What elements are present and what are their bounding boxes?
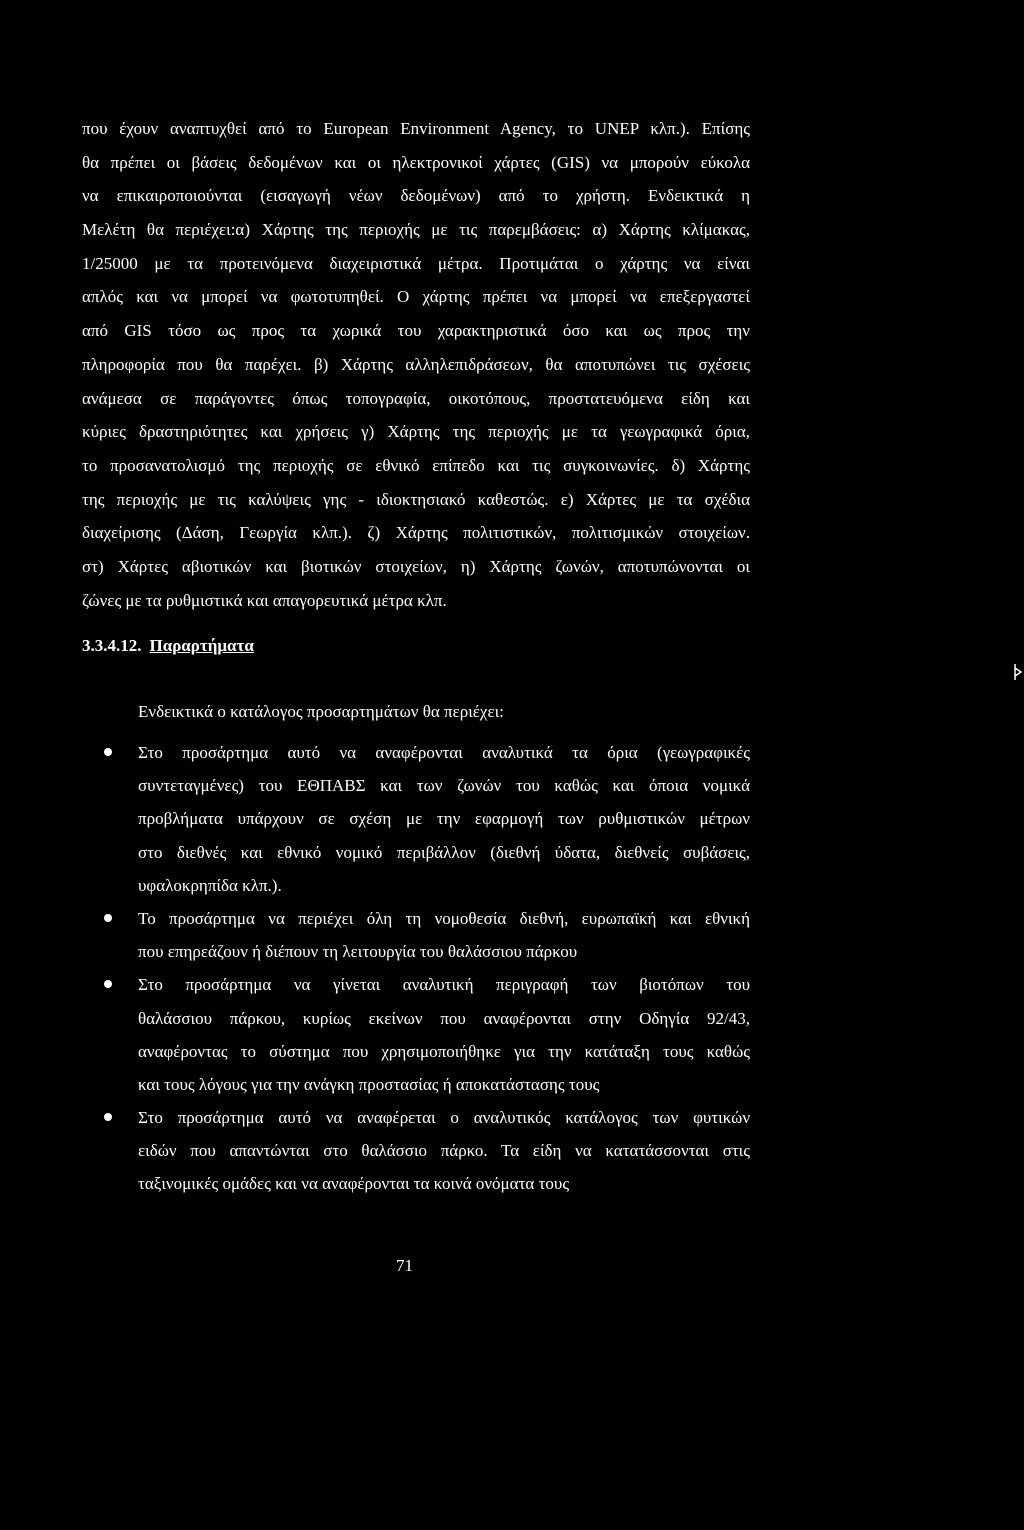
list-item-line: ταξινομικές ομάδες και να αναφέρονται τα κοινά ονόματα τους xyxy=(138,1174,570,1194)
paragraph-line: Μελέτη θα περιέχει:α) Χάρτης της περιοχής με τις παρεμβάσεις: α) Χάρτης κλίμακας, xyxy=(82,220,750,240)
list-item-line: αναφέροντας το σύστημα που χρησιμοποιήθηκε για την κατάταξη τους καθώς xyxy=(138,1041,750,1061)
bullet-list xyxy=(104,736,750,1201)
list-item xyxy=(104,968,750,1101)
bullet-icon xyxy=(104,980,112,988)
paragraph-line: ζώνες με τα ρυθμιστικά και απαγορευτικά μέτρα κλπ. xyxy=(82,590,447,610)
list-item xyxy=(104,1101,750,1201)
body-paragraph xyxy=(82,112,750,617)
bullet-icon xyxy=(104,1113,112,1121)
paragraph-line: στ) Χάρτες αβιοτικών και βιοτικών στοιχείων, η) Χάρτης ζωνών, αποτυπώνονται οι xyxy=(82,556,750,576)
list-item xyxy=(104,902,750,968)
paragraph-line: πληροφορία που θα παρέχει. β) Χάρτης αλληλεπιδράσεων, θα αποτυπώνει τις σχέσεις xyxy=(82,354,750,374)
bullet-icon xyxy=(104,914,112,922)
list-item-line: προβλήματα υπάρχουν σε σχέση με την εφαρμογή των ρυθμιστικών μέτρων xyxy=(138,809,750,829)
paragraph-line: ανάμεσα σε παράγοντες όπως τοπογραφία, οικοτόπους, προστατευόμενα είδη και xyxy=(82,388,750,408)
paragraph-line: που έχουν αναπτυχθεί από το European Environment Agency, το UNEP κλπ.). Επίσης xyxy=(82,119,750,138)
paragraph-line: να επικαιροποιούνται (εισαγωγή νέων δεδομένων) από το χρήστη. Ενδεικτικά η xyxy=(82,186,750,206)
section-heading xyxy=(82,636,254,656)
bullet-icon xyxy=(104,748,112,756)
paragraph-line: θα πρέπει οι βάσεις δεδομένων και οι ηλεκτρονικοί χάρτες (GIS) να μπορούν εύκολα xyxy=(82,152,750,172)
list-item-line: συντεταγμένες) του ΕΘΠΑΒΣ και των ζωνών του καθώς και όποια νομικά xyxy=(138,776,750,796)
paragraph-line: το προσανατολισμό της περιοχής σε εθνικό επίπεδο και τις συγκοινωνίες. δ) Χάρτης xyxy=(82,455,750,475)
list-item-line: ειδών που απαντώνται στο θαλάσσιο πάρκο. Τα είδη να κατατάσσονται στις xyxy=(138,1141,750,1161)
scan-mark-icon xyxy=(1012,662,1024,682)
paragraph-line: 1/25000 με τα προτεινόμενα διαχειριστικά μέτρα. Προτιμάται ο χάρτης να είναι xyxy=(82,253,750,273)
paragraph-line: απλός και να μπορεί να φωτοτυπηθεί. Ο χάρτης πρέπει να μπορεί να επεξεργαστεί xyxy=(82,287,750,307)
section-title: Παραρτήματα xyxy=(149,636,254,655)
list-item-line: Το προσάρτημα να περιέχει όλη τη νομοθεσία διεθνή, ευρωπαϊκή και εθνική xyxy=(138,908,750,928)
paragraph-line: της περιοχής με τις καλύψεις γης - ιδιοκτησιακό καθεστώς. ε) Χάρτες με τα σχέδια xyxy=(82,489,750,509)
list-item-line: υφαλοκρηπίδα κλπ.). xyxy=(138,875,282,895)
list-item-line: που επηρεάζουν ή διέπουν τη λειτουργία του θαλάσσιου πάρκου xyxy=(138,942,578,962)
list-item-line: και τους λόγους για την ανάγκη προστασίας ή αποκατάστασης τους xyxy=(138,1074,600,1094)
list-item-line: στο διεθνές και εθνικό νομικό περιβάλλον (διεθνή ύδατα, διεθνείς συβάσεις, xyxy=(138,842,750,862)
paragraph-line: από GIS τόσο ως προς τα χωρικά του χαρακτηριστικά όσο και ως προς την xyxy=(82,321,750,341)
intro-text: Ενδεικτικά ο κατάλογος προσαρτημάτων θα περιέχει: xyxy=(138,702,504,721)
section-number: 3.3.4.12. xyxy=(82,636,142,655)
list-item-line: Στο προσάρτημα να γίνεται αναλυτική περιγραφή των βιοτόπων του xyxy=(138,975,750,995)
paragraph-line: διαχείρισης (Δάση, Γεωργία κλπ.). ζ) Χάρτης πολιτιστικών, πολιτισμικών στοιχείων. xyxy=(82,523,750,543)
list-item xyxy=(104,736,750,902)
list-item-line: Στο προσάρτημα αυτό να αναφέρεται ο αναλυτικός κατάλογος των φυτικών xyxy=(138,1108,750,1128)
page-number: 71 xyxy=(396,1256,413,1275)
paragraph-line: κύριες δραστηριότητες και χρήσεις γ) Χάρτης της περιοχής με τα γεωγραφικά όρια, xyxy=(82,422,750,442)
list-item-line: θαλάσσιου πάρκου, κυρίως εκείνων που αναφέρονται στην Οδηγία 92/43, xyxy=(138,1008,750,1028)
list-item-line: Στο προσάρτημα αυτό να αναφέρονται αναλυτικά τα όρια (γεωγραφικές xyxy=(138,743,750,762)
